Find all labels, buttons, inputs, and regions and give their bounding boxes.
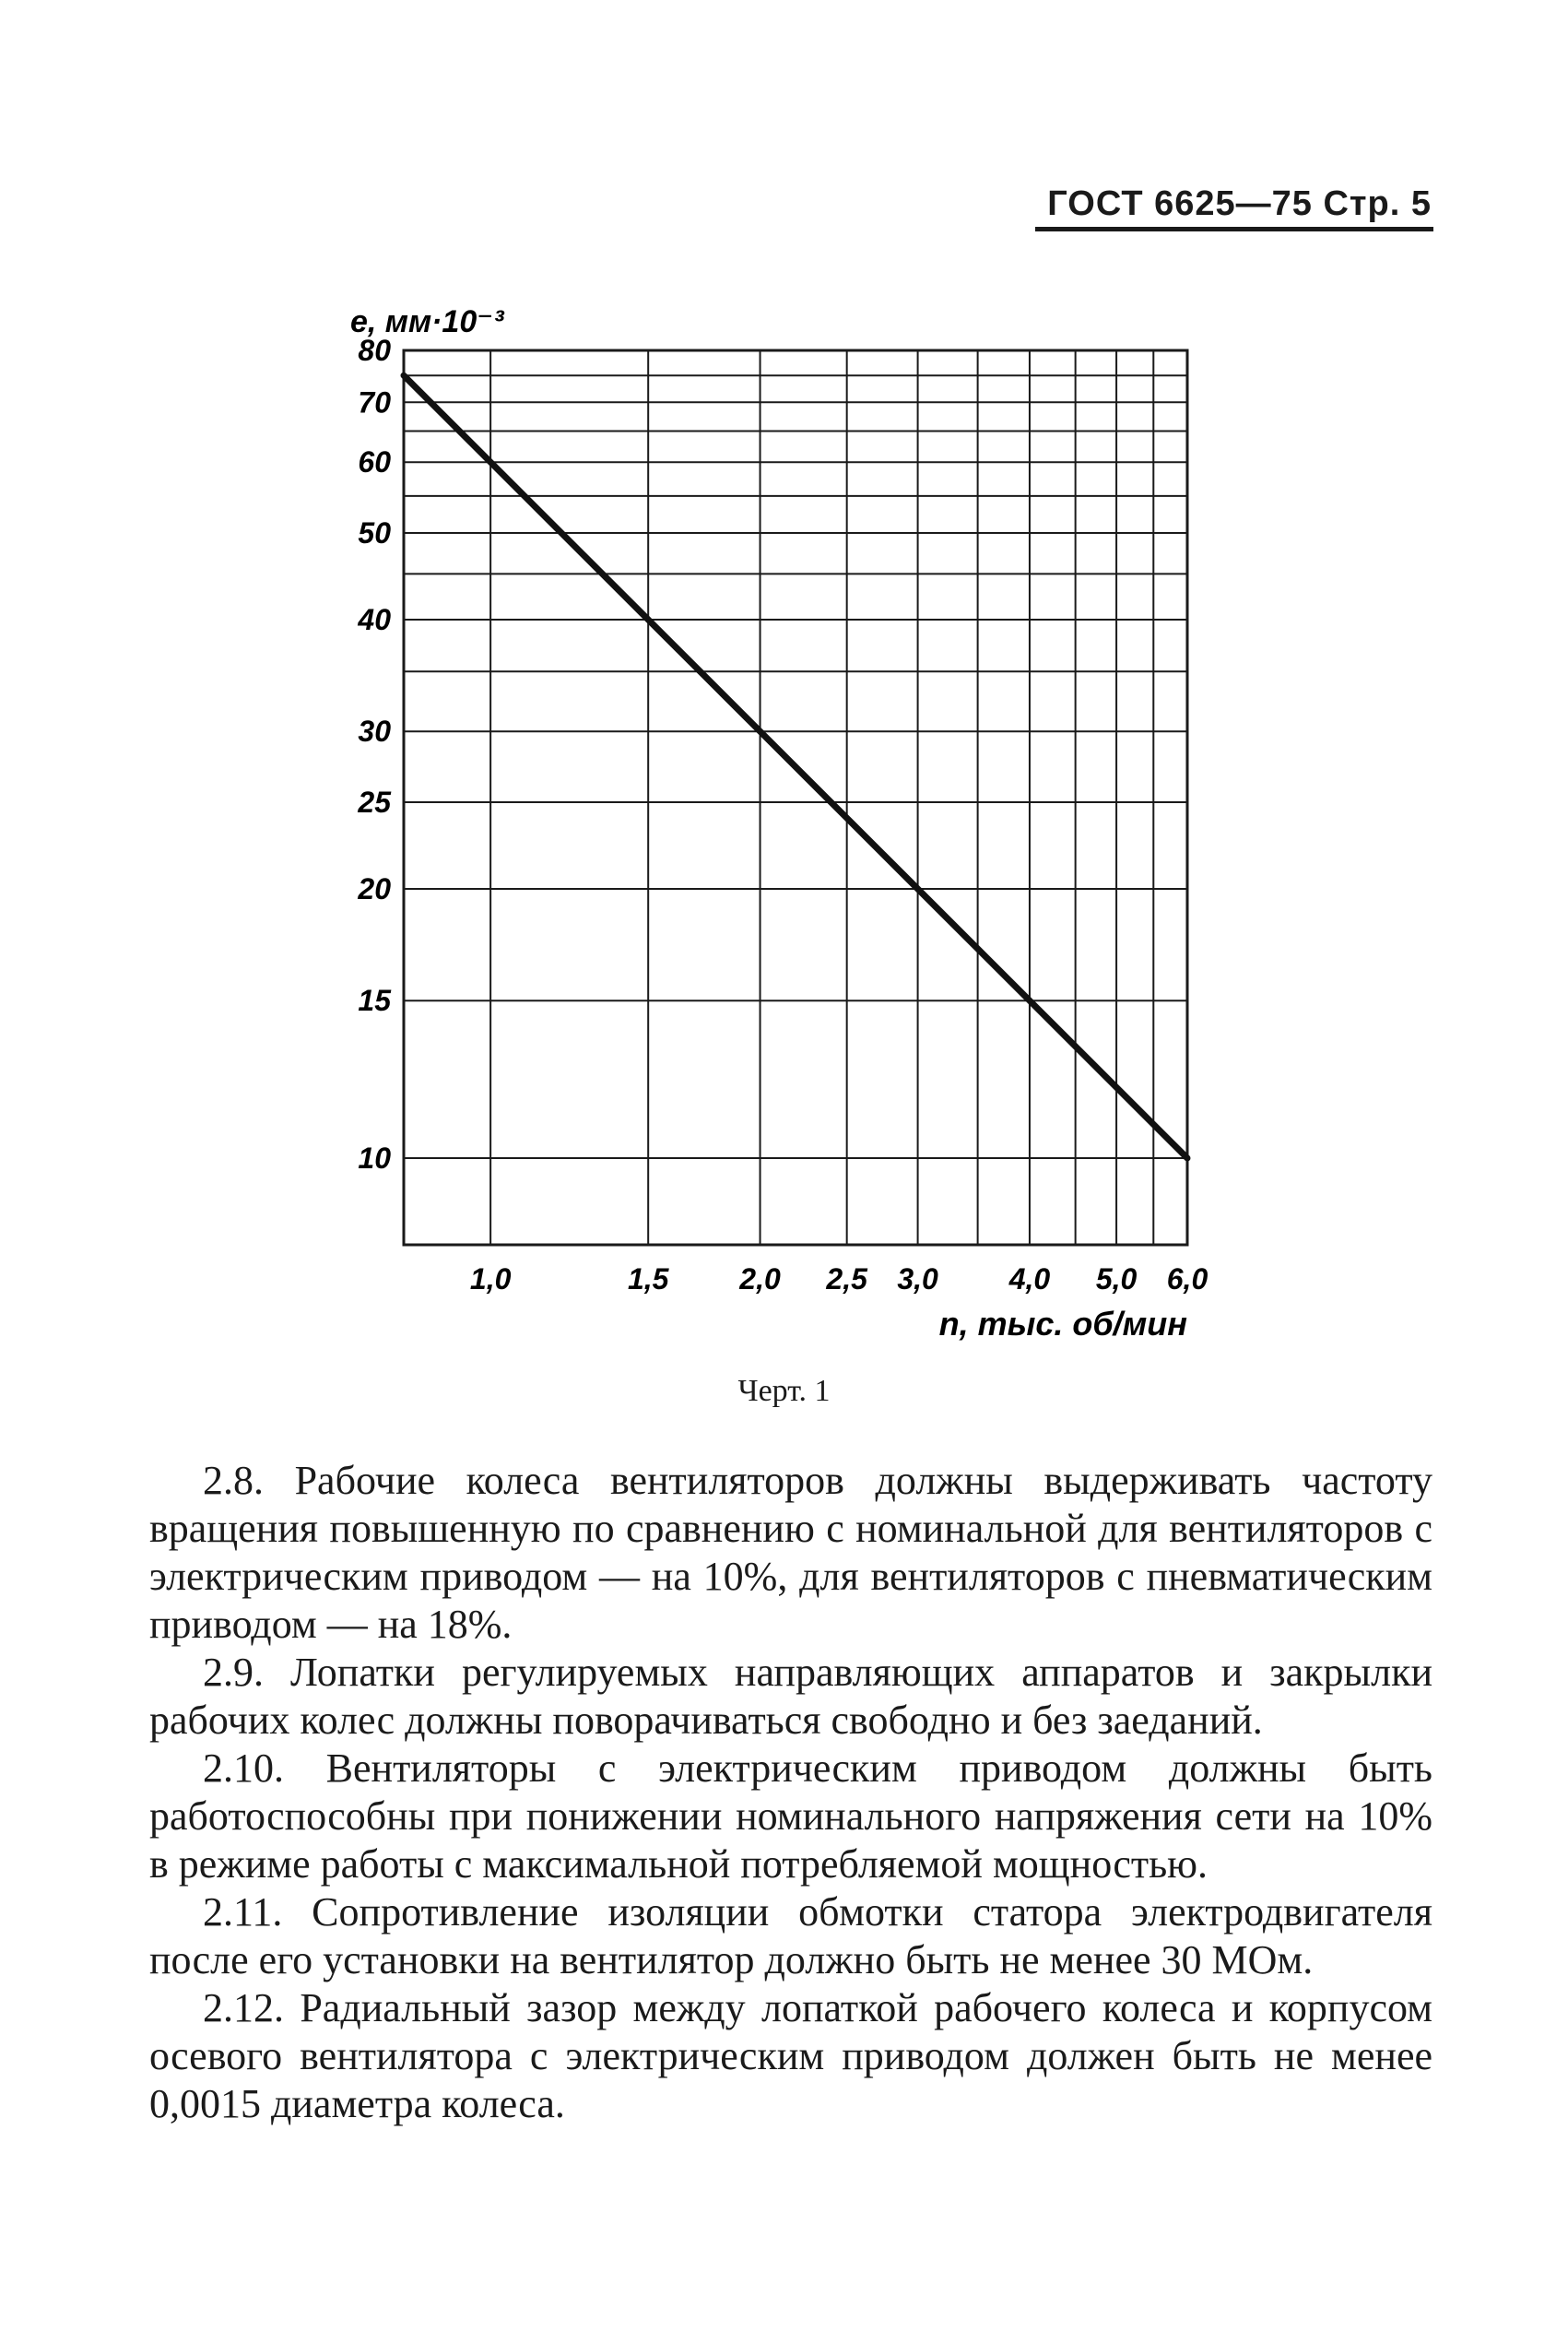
body-text <box>149 1457 1432 2128</box>
y-tick-label: 50 <box>358 515 391 550</box>
chart-series <box>404 375 1187 1158</box>
paragraph-2-10: 2.10. Вентиляторы с электрическим приводом должны быть работоспособны при понижении номинального напряжения сети на 10% в режиме работы с максимальной потребляемой мощностью. <box>149 1745 1432 1887</box>
x-tick-label: 1,0 <box>469 1262 512 1296</box>
x-tick-label: 2,0 <box>739 1262 781 1296</box>
x-tick-labels <box>470 1262 1208 1296</box>
x-tick-label: 1,5 <box>627 1262 669 1296</box>
y-tick-label: 10 <box>358 1141 391 1175</box>
figure-caption: Черт. 1 <box>737 1374 831 1408</box>
chart-grid <box>404 350 1187 1245</box>
y-tick-label: 25 <box>358 785 391 819</box>
x-axis-label: n, тыс. об/мин <box>938 1305 1187 1343</box>
x-tick-label: 5,0 <box>1095 1262 1138 1296</box>
paragraph-2-11: 2.11. Сопротивление изоляции обмотки статора электродвигателя после его установки на вентилятор должно быть не менее 30 МОм. <box>149 1889 1432 1982</box>
log-log-chart <box>323 277 1244 1346</box>
page-header: ГОСТ 6625—75 Стр. 5 <box>1047 184 1432 223</box>
y-axis-label: e, мм·10⁻³ <box>350 304 504 339</box>
header-rule <box>1035 227 1433 231</box>
x-tick-label: 3,0 <box>897 1262 938 1296</box>
x-tick-label: 6,0 <box>1166 1262 1208 1296</box>
series-line <box>404 375 1187 1158</box>
y-tick-label: 30 <box>358 715 391 749</box>
y-tick-label: 60 <box>358 445 391 479</box>
chart-frame <box>404 350 1187 1245</box>
x-tick-label: 2,5 <box>826 1262 867 1296</box>
paragraph-2-9: 2.9. Лопатки регулируемых направляющих аппаратов и закрылки рабочих колес должны поворачиваться свободно и без заеданий. <box>149 1650 1432 1743</box>
x-tick-label: 4,0 <box>1008 1262 1051 1296</box>
y-tick-labels <box>357 334 392 1175</box>
y-tick-label: 20 <box>358 871 391 905</box>
y-tick-label: 15 <box>358 984 391 1018</box>
y-tick-label: 80 <box>358 334 391 367</box>
y-tick-label: 70 <box>358 385 391 420</box>
y-tick-label: 40 <box>358 602 391 636</box>
paragraph-2-12: 2.12. Радиальный зазор между лопаткой рабочего колеса и корпусом осевого вентилятора с электрическим приводом должен быть не менее 0,0015 диаметра колеса. <box>149 1985 1432 2126</box>
paragraph-2-8: 2.8. Рабочие колеса вентиляторов должны выдерживать частоту вращения повышенную по сравнению с номинальной для вентиляторов с электрическим приводом — на 10%, для вентиляторов с пневматическим приводом — на 18%. <box>149 1458 1432 1647</box>
